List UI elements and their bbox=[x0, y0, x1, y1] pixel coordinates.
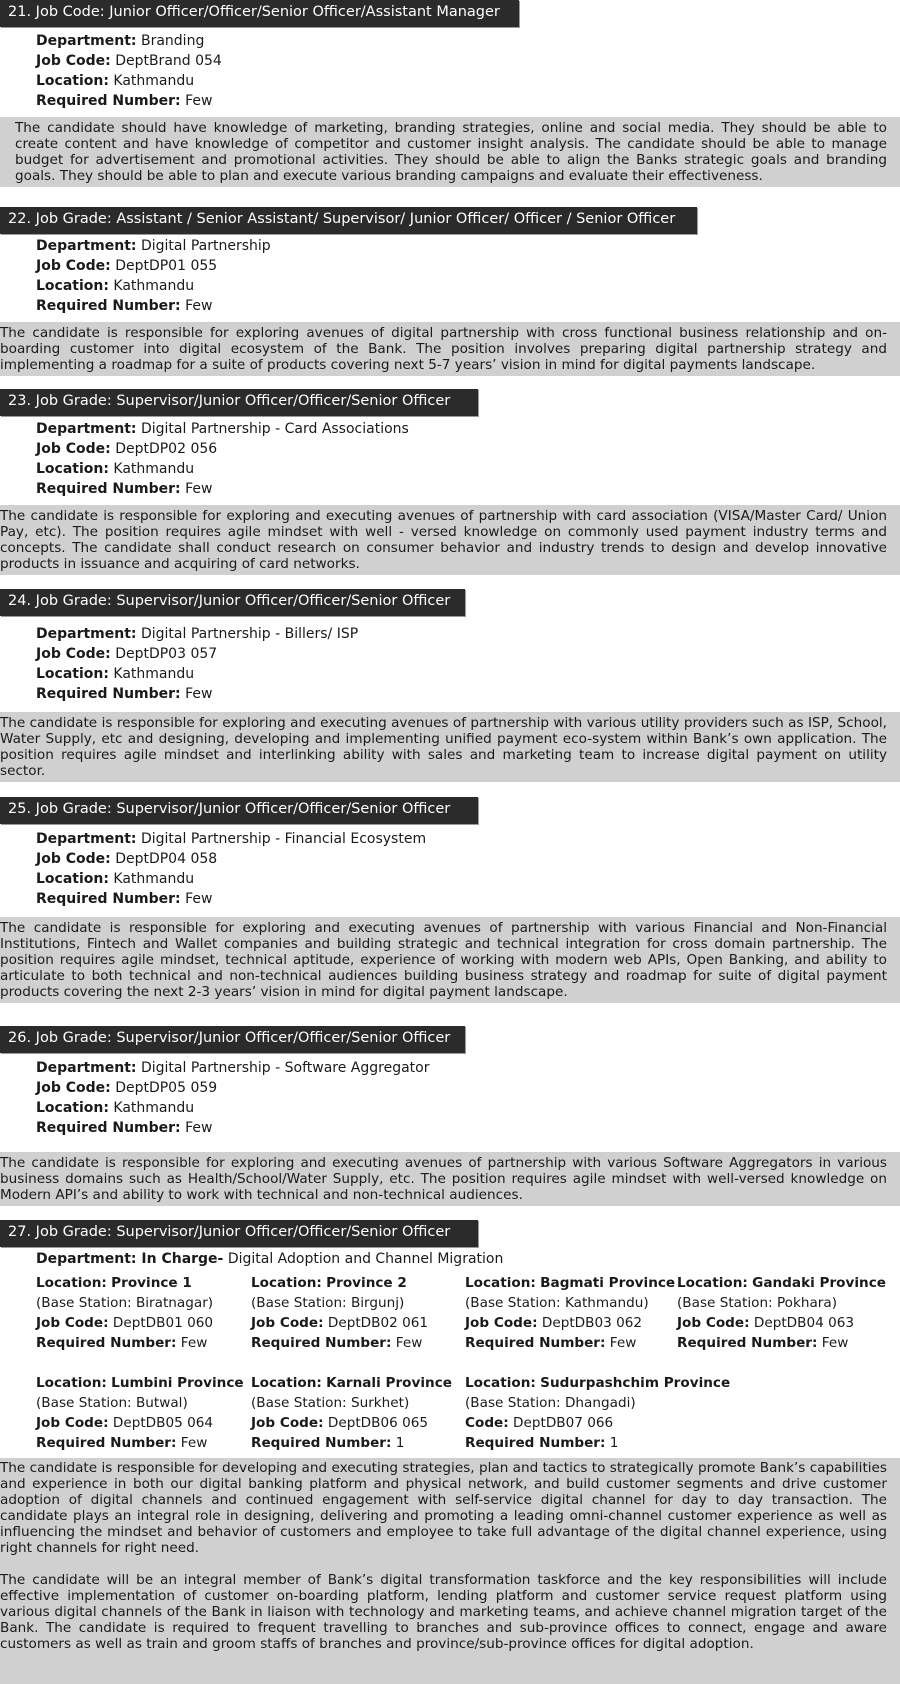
job-code-label: Job Code: bbox=[36, 851, 111, 867]
job-code-label: Code: bbox=[465, 1415, 509, 1431]
job-25-header: 25. Job Grade: Supervisor/Junior Officer/Officer/Senior Officer bbox=[0, 797, 478, 824]
required-number-value: Few bbox=[185, 686, 213, 702]
job-code-label: Job Code: bbox=[36, 1315, 109, 1331]
job-code-value: DeptDP01 055 bbox=[115, 258, 218, 274]
job-code-value: DeptDB06 065 bbox=[327, 1415, 429, 1431]
job-22-header: 22. Job Grade: Assistant / Senior Assistant/ Supervisor/ Junior Officer/ Officer / Senior Officer bbox=[0, 207, 697, 234]
required-number-label: Required Number: bbox=[36, 686, 181, 702]
department-label: Department: In Charge- bbox=[36, 1251, 224, 1267]
job-27-header: 27. Job Grade: Supervisor/Junior Officer/Officer/Senior Officer bbox=[0, 1220, 478, 1247]
job-27-description-para-2: The candidate will be an integral member of Bank’s digital transformation taskforce and the key responsibilities will include effective implementation of customer on-boarding platform, lending platform and customer service request platform using various digital channels of the Bank in liaison with technology and marketing teams, and achieve channel migration target of the Bank. The candidate is required to frequent travelling to branches and sub-province offices to connect, engage and aware customers as well as train and groom staffs of branches and province/sub-province offices for digital adoption. bbox=[0, 1572, 887, 1652]
location-card-sudurpashchim bbox=[465, 1373, 731, 1453]
job-27-description bbox=[0, 1458, 900, 1684]
location-label: Location: bbox=[36, 871, 109, 887]
job-code-value: DeptDB01 060 bbox=[112, 1315, 214, 1331]
required-number-value: Few bbox=[821, 1335, 849, 1351]
department-value: Digital Adoption and Channel Migration bbox=[227, 1251, 504, 1267]
job-code-label: Job Code: bbox=[251, 1315, 324, 1331]
required-number-value: Few bbox=[395, 1335, 423, 1351]
location-label: Location: bbox=[36, 1375, 107, 1391]
required-number-label: Required Number: bbox=[36, 298, 181, 314]
job-code-label: Job Code: bbox=[36, 646, 111, 662]
location-label: Location: bbox=[36, 1100, 109, 1116]
location-label: Location: bbox=[36, 461, 109, 477]
location-value: Kathmandu bbox=[113, 73, 195, 89]
department-value: Digital Partnership - Billers/ ISP bbox=[140, 626, 359, 642]
job-code-value: DeptDP05 059 bbox=[115, 1080, 218, 1096]
required-number-value: Few bbox=[185, 93, 213, 109]
location-value: Lumbini Province bbox=[111, 1375, 244, 1391]
job-code-value: DeptDB03 062 bbox=[541, 1315, 643, 1331]
job-code-value: DeptDB07 066 bbox=[513, 1415, 614, 1431]
location-value: Bagmati Province bbox=[540, 1275, 676, 1291]
location-label: Location: bbox=[36, 666, 109, 682]
location-label: Location: bbox=[251, 1375, 322, 1391]
location-label: Location: bbox=[465, 1375, 536, 1391]
job-code-label: Job Code: bbox=[36, 53, 111, 69]
location-value: Karnali Province bbox=[326, 1375, 452, 1391]
job-code-value: DeptDB02 061 bbox=[327, 1315, 429, 1331]
required-number-value: 1 bbox=[395, 1435, 405, 1451]
required-number-label: Required Number: bbox=[36, 1435, 177, 1451]
department-label: Department: bbox=[36, 421, 137, 437]
job-26-header: 26. Job Grade: Supervisor/Junior Officer/Officer/Senior Officer bbox=[0, 1026, 465, 1053]
location-value: Kathmandu bbox=[113, 871, 195, 887]
location-label: Location: bbox=[677, 1275, 748, 1291]
location-value: Kathmandu bbox=[113, 278, 195, 294]
required-number-label: Required Number: bbox=[36, 93, 181, 109]
job-26-info bbox=[36, 1058, 429, 1138]
department-value: Branding bbox=[140, 33, 205, 49]
location-card-province-1 bbox=[36, 1273, 251, 1353]
job-23-header: 23. Job Grade: Supervisor/Junior Officer/Officer/Senior Officer bbox=[0, 389, 478, 416]
job-24-info bbox=[36, 624, 358, 704]
location-value: Kathmandu bbox=[113, 1100, 195, 1116]
base-station: (Base Station: Surkhet) bbox=[251, 1395, 410, 1411]
location-label: Location: bbox=[36, 73, 109, 89]
job-code-label: Job Code: bbox=[251, 1415, 324, 1431]
job-22-info bbox=[36, 236, 271, 316]
job-27-department bbox=[36, 1249, 503, 1269]
job-26-description: The candidate is responsible for exploring and executing avenues of partnership with various Software Aggregators in various business domains such as Health/School/Water Supply, etc. The position requires agile mindset with well-versed knowledge on Modern API’s and ability to work with technical and non-technical audiences. bbox=[0, 1152, 900, 1206]
department-label: Department: bbox=[36, 831, 137, 847]
required-number-value: Few bbox=[185, 891, 213, 907]
location-card-province-2 bbox=[251, 1273, 466, 1353]
job-21-info bbox=[36, 31, 222, 111]
job-25-description: The candidate is responsible for exploring and executing avenues of partnership with various Financial and Non-Financial Institutions, Fintech and Wallet companies and building strategic and technical integration for cross domain partnership. The position requires agile mindset, technical aptitude, experience of working with modern web APIs, Open Banking, and ability to articulate to both technical and non-technical audiences building business strategy and roadmap for suite of digital payment products covering the next 2-3 years’ vision in mind for digital payment landscape. bbox=[0, 917, 900, 1003]
required-number-label: Required Number: bbox=[251, 1335, 392, 1351]
job-code-label: Job Code: bbox=[36, 441, 111, 457]
required-number-value: Few bbox=[180, 1335, 208, 1351]
location-card-bagmati bbox=[465, 1273, 680, 1353]
department-label: Department: bbox=[36, 238, 137, 254]
required-number-label: Required Number: bbox=[36, 1120, 181, 1136]
required-number-value: Few bbox=[185, 481, 213, 497]
base-station: (Base Station: Birgunj) bbox=[251, 1295, 405, 1311]
job-22-description: The candidate is responsible for exploring avenues of digital partnership with cross functional business relationship and on-boarding customer into digital ecosystem of the Bank. The position involves preparing digital partnership strategy and implementing a roadmap for a suite of products covering next 5-7 years’ vision in mind for digital payments landscape. bbox=[0, 322, 900, 376]
location-label: Location: bbox=[36, 278, 109, 294]
location-label: Location: bbox=[251, 1275, 322, 1291]
location-card-karnali bbox=[251, 1373, 466, 1453]
department-label: Department: bbox=[36, 626, 137, 642]
required-number-label: Required Number: bbox=[251, 1435, 392, 1451]
department-value: Digital Partnership - Software Aggregator bbox=[140, 1060, 430, 1076]
job-code-value: DeptDB05 064 bbox=[112, 1415, 214, 1431]
required-number-label: Required Number: bbox=[36, 1335, 177, 1351]
location-value: Province 1 bbox=[111, 1275, 192, 1291]
job-code-label: Job Code: bbox=[677, 1315, 750, 1331]
base-station: (Base Station: Kathmandu) bbox=[465, 1295, 649, 1311]
job-code-label: Job Code: bbox=[36, 258, 111, 274]
location-value: Kathmandu bbox=[113, 666, 195, 682]
department-value: Digital Partnership - Card Associations bbox=[140, 421, 409, 437]
job-code-value: DeptDP02 056 bbox=[115, 441, 218, 457]
job-21-description: The candidate should have knowledge of marketing, branding strategies, online and social media. They should be able to create content and have knowledge of competitor and customer insight analysis. The candidate should be able to manage budget for advertisement and promotional activities. They should be able to align the Banks strategic goals and branding goals. They should be able to plan and execute various branding campaigns and evaluate their effectiveness. bbox=[0, 117, 900, 187]
location-value: Province 2 bbox=[326, 1275, 407, 1291]
job-code-value: DeptBrand 054 bbox=[115, 53, 222, 69]
base-station: (Base Station: Dhangadi) bbox=[465, 1395, 636, 1411]
location-label: Location: bbox=[465, 1275, 536, 1291]
job-25-info bbox=[36, 829, 426, 909]
job-code-value: DeptDB04 063 bbox=[753, 1315, 855, 1331]
job-code-value: DeptDP04 058 bbox=[115, 851, 218, 867]
required-number-label: Required Number: bbox=[465, 1435, 606, 1451]
base-station: (Base Station: Butwal) bbox=[36, 1395, 188, 1411]
job-23-info bbox=[36, 419, 409, 499]
job-code-label: Job Code: bbox=[36, 1080, 111, 1096]
required-number-value: Few bbox=[609, 1335, 637, 1351]
location-value: Gandaki Province bbox=[752, 1275, 886, 1291]
job-24-header: 24. Job Grade: Supervisor/Junior Officer/Officer/Senior Officer bbox=[0, 589, 465, 616]
location-card-lumbini bbox=[36, 1373, 251, 1453]
location-value: Kathmandu bbox=[113, 461, 195, 477]
location-label: Location: bbox=[36, 1275, 107, 1291]
job-24-description: The candidate is responsible for exploring and executing avenues of partnership with various utility providers such as ISP, School, Water Supply, etc and designing, developing and implementing unified payment eco-system within Bank’s own application. The position requires agile mindset and interlinking ability with sales and marketing team to increase digital payment on utility sector. bbox=[0, 712, 900, 782]
required-number-label: Required Number: bbox=[36, 481, 181, 497]
required-number-value: Few bbox=[185, 1120, 213, 1136]
job-code-value: DeptDP03 057 bbox=[115, 646, 218, 662]
base-station: (Base Station: Pokhara) bbox=[677, 1295, 838, 1311]
required-number-label: Required Number: bbox=[36, 891, 181, 907]
job-23-description: The candidate is responsible for exploring and executing avenues of partnership with card association (VISA/Master Card/ Union Pay, etc). The position requires agile mindset with well - versed knowledge on commonly used payment industry terms and concepts. The candidate shall conduct research on consumer behavior and industry trends to design and develop innovative products in issuance and acquiring of card networks. bbox=[0, 505, 900, 575]
job-code-label: Job Code: bbox=[36, 1415, 109, 1431]
job-21-header: 21. Job Code: Junior Officer/Officer/Senior Officer/Assistant Manager bbox=[0, 0, 519, 27]
base-station: (Base Station: Biratnagar) bbox=[36, 1295, 214, 1311]
job-code-label: Job Code: bbox=[465, 1315, 538, 1331]
department-value: Digital Partnership bbox=[140, 238, 271, 254]
required-number-label: Required Number: bbox=[677, 1335, 818, 1351]
department-value: Digital Partnership - Financial Ecosystem bbox=[140, 831, 427, 847]
department-label: Department: bbox=[36, 33, 137, 49]
required-number-value: 1 bbox=[609, 1435, 619, 1451]
required-number-value: Few bbox=[180, 1435, 208, 1451]
required-number-label: Required Number: bbox=[465, 1335, 606, 1351]
required-number-value: Few bbox=[185, 298, 213, 314]
location-value: Sudurpashchim Province bbox=[540, 1375, 731, 1391]
location-card-gandaki bbox=[677, 1273, 892, 1353]
job-27-description-para-1: The candidate is responsible for developing and executing strategies, plan and tactics to strategically promote Bank’s capabilities and experience in both our digital banking platform and physical network, and build customer segments and drive customer adoption of digital channels and continued engagement with self-service digital channel for day to day transaction. The candidate plays an integral role in designing, delivering and promoting a leading omni-channel customer experience as well as influencing the mindset and behavior of customers and employee to take full advantage of the digital channel experience, using right channels for right need. bbox=[0, 1460, 887, 1556]
department-label: Department: bbox=[36, 1060, 137, 1076]
